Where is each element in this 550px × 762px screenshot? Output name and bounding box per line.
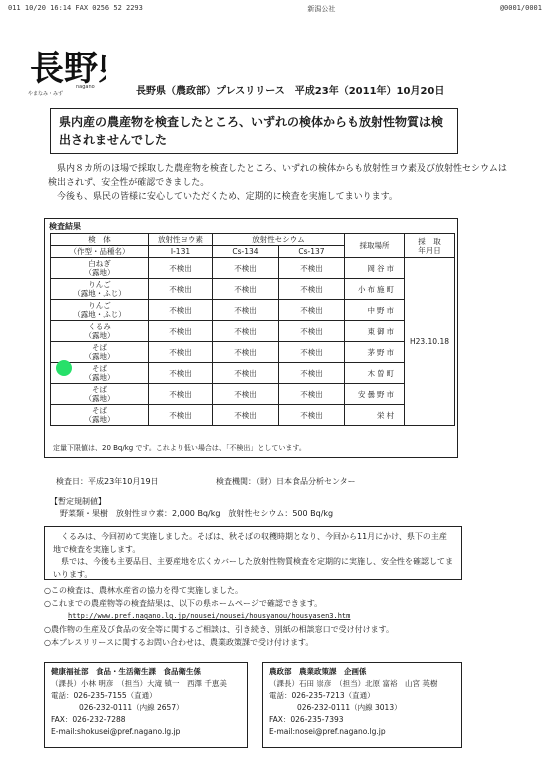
i131-cell: 不検出 <box>149 342 213 363</box>
table-row <box>51 342 455 363</box>
sample-cell <box>51 384 149 405</box>
remarks-paragraph-1: くるみは、今回初めて実施しました。そばは、秋そばの収穫時期となり、今回から11月にかけ、県下の主産地で検査を実施します。 <box>53 532 447 554</box>
cs137-cell: 不検出 <box>279 279 345 300</box>
cs134-cell: 不検出 <box>213 363 279 384</box>
results-title: 検査結果 <box>49 222 81 231</box>
header-cs137: Cs-137 <box>279 246 345 258</box>
lead-paragraph-1: 県内８カ所のほ場で採取した農産物を検査したところ、いずれの検体からも放射性ヨウ素及び放射性セシウムは検出されず、安全性が確認できました。 <box>48 164 507 188</box>
fax-header-left: 011 10/20 16:14 FAX 0256 52 2293 <box>8 4 143 12</box>
results-table <box>50 233 455 426</box>
contact-tel-2: 026-232-0111（内線 3013） <box>297 703 402 712</box>
sample-sub: （露地） <box>84 268 115 277</box>
results-box <box>44 218 458 458</box>
header-sample-sub: （作型・品種名） <box>51 246 149 258</box>
header-date-label: 採 取 <box>418 236 441 246</box>
headline-box <box>50 108 458 154</box>
lead-paragraph-2: 今後も、県民の皆様に安心していただくため、定期的に検査を実施してまいります。 <box>57 192 398 202</box>
note-item: ○農作物の生産及び食品の安全等に関するご相談は、引き続き、別紙の相談窓口で受け付けます。 <box>44 625 395 634</box>
sample-cell <box>51 300 149 321</box>
header-date <box>405 234 455 258</box>
sample-cell <box>51 279 149 300</box>
cs137-cell: 不検出 <box>279 321 345 342</box>
sample-name: そば <box>92 343 107 352</box>
cs134-cell: 不検出 <box>213 258 279 279</box>
place-cell: 木曽町 <box>345 363 405 384</box>
results-url-link[interactable]: http://www.pref.nagano.lg.jp/nousei/nousei/housyanou/housyasen3.htm <box>68 612 351 620</box>
contact-staff: （課長）小林 明彦 （担当）大滝 镇一 西澤 千恵美 <box>51 679 227 688</box>
fax-header <box>8 4 542 14</box>
header-i131: I-131 <box>149 246 213 258</box>
cs137-cell: 不検出 <box>279 384 345 405</box>
provisional-values: 野菜類・果樹 放射性ヨウ素：2,000 Bq/kg 放射性セシウム：500 Bq/kg <box>60 509 334 518</box>
i131-cell: 不検出 <box>149 363 213 384</box>
contact-staff: （課長）石田 崇彦 （担当）北原 富裕 山宮 英樹 <box>269 679 438 688</box>
place-cell: 岡谷市 <box>345 258 405 279</box>
sample-cell <box>51 258 149 279</box>
note-item: ○この検査は、農林水産省の協力を得て実施しました。 <box>44 586 243 595</box>
header-cs134: Cs-134 <box>213 246 279 258</box>
sample-name: そば <box>92 385 107 394</box>
contact-fax: FAX：026-232-7288 <box>51 715 126 724</box>
sample-name: くるみ <box>88 322 111 331</box>
place-cell: 中野市 <box>345 300 405 321</box>
sample-name: りんご <box>88 280 111 289</box>
notes-list <box>44 584 468 649</box>
header-sample: 検 体 <box>51 234 149 246</box>
contact-box-agriculture <box>262 662 462 748</box>
sample-name: りんご <box>88 301 111 310</box>
sample-name: そば <box>92 406 107 415</box>
cs137-cell: 不検出 <box>279 300 345 321</box>
inspection-agency: 検査機関：（財）日本食品分析センター <box>216 477 356 486</box>
sample-name: 白ねぎ <box>88 259 111 268</box>
fax-header-right: @0001/0001 <box>499 4 542 12</box>
cs134-cell: 不検出 <box>213 384 279 405</box>
cs137-cell: 不検出 <box>279 342 345 363</box>
cs137-cell: 不検出 <box>279 258 345 279</box>
i131-cell: 不検出 <box>149 405 213 426</box>
sample-sub: （露地） <box>84 373 115 382</box>
cs137-cell: 不検出 <box>279 405 345 426</box>
nagano-logo <box>28 38 106 90</box>
i131-cell: 不検出 <box>149 321 213 342</box>
i131-cell: 不検出 <box>149 258 213 279</box>
cs134-cell: 不検出 <box>213 279 279 300</box>
header-cesium: 放射性セシウム <box>213 234 345 246</box>
header-iodine: 放射性ヨウ素 <box>149 234 213 246</box>
release-line: 長野県（農政部）プレスリリース 平成23年（2011年）10月20日 <box>136 86 445 97</box>
table-row <box>51 321 455 342</box>
fax-header-center: 新潟公社 <box>307 5 336 13</box>
sample-sub: （露地） <box>84 331 115 340</box>
detection-limit-note: 定量下限値は、20 Bq/kg です。これより低い場合は、「不検出」としています。 <box>53 444 306 452</box>
green-dot-marker <box>56 360 72 376</box>
cs137-cell: 不検出 <box>279 363 345 384</box>
place-cell: 小布施町 <box>345 279 405 300</box>
contact-email[interactable]: E-mail:shokusei@pref.nagano.lg.jp <box>51 727 181 736</box>
header-place: 採取場所 <box>345 234 405 258</box>
table-row <box>51 300 455 321</box>
lead-paragraphs <box>48 162 508 204</box>
note-item: ○これまでの農産物等の検査結果は、以下の県ホームページで確認できます。 <box>44 599 323 608</box>
cs134-cell: 不検出 <box>213 321 279 342</box>
sample-sub: （露地・ふじ） <box>73 310 126 319</box>
date-cell: H23.10.18 <box>405 258 455 426</box>
contact-box-health <box>44 662 248 748</box>
sample-sub: （露地・ふじ） <box>73 289 126 298</box>
remarks-box <box>44 526 462 580</box>
cs134-cell: 不検出 <box>213 300 279 321</box>
header-date-sub: 年月日 <box>418 245 441 255</box>
sample-sub: （露地） <box>84 415 115 424</box>
table-row <box>51 405 455 426</box>
i131-cell: 不検出 <box>149 300 213 321</box>
cs134-cell: 不検出 <box>213 342 279 363</box>
place-cell: 栄村 <box>345 405 405 426</box>
contact-tel-2: 026-232-0111（内線 2657） <box>79 703 184 712</box>
sample-cell <box>51 405 149 426</box>
table-row <box>51 363 455 384</box>
table-row <box>51 384 455 405</box>
i131-cell: 不検出 <box>149 384 213 405</box>
table-row <box>51 279 455 300</box>
contact-tel: 電話：026-235-7213（直通） <box>269 691 375 700</box>
remarks-paragraph-2: 県では、今後も主要品目、主要産地を広くカバーした放射性物質検査を定期的に実施し、安全性を確認してまいります。 <box>53 557 453 579</box>
contact-email[interactable]: E-mail:nosei@pref.nagano.lg.jp <box>269 727 386 736</box>
table-header-row <box>51 234 455 246</box>
contact-dept: 健康福祉部 食品・生活衛生課 食品衛生係 <box>51 667 201 676</box>
contact-dept: 農政部 農業政策課 企画係 <box>269 667 367 676</box>
sample-name: そば <box>92 364 107 373</box>
headline-text: 県内産の農産物を検査したところ、いずれの検体からも放射性物質は検出されませんでした <box>59 115 444 147</box>
sample-cell <box>51 321 149 342</box>
place-cell: 東御市 <box>345 321 405 342</box>
contact-fax: FAX：026-235-7393 <box>269 715 344 724</box>
cs134-cell: 不検出 <box>213 405 279 426</box>
logo-tagline: やまなみ・みず <box>28 91 64 97</box>
logo-subtext: nagano <box>76 84 95 90</box>
provisional-title: 【暫定規制値】 <box>50 497 106 506</box>
nagano-logo-mark <box>28 38 106 90</box>
inspection-date: 検査日：平成23年10月19日 <box>56 477 159 486</box>
sample-sub: （露地） <box>84 394 115 403</box>
note-item: ○本プレスリリースに関するお問い合わせは、農業政策課で受け付けます。 <box>44 638 314 647</box>
sample-sub: （露地） <box>84 352 115 361</box>
place-cell: 茅野市 <box>345 342 405 363</box>
place-cell: 安曇野市 <box>345 384 405 405</box>
table-row <box>51 258 455 279</box>
i131-cell: 不検出 <box>149 279 213 300</box>
logo-text: 長野 <box>30 49 98 89</box>
contact-tel: 電話：026-235-7155（直通） <box>51 691 157 700</box>
